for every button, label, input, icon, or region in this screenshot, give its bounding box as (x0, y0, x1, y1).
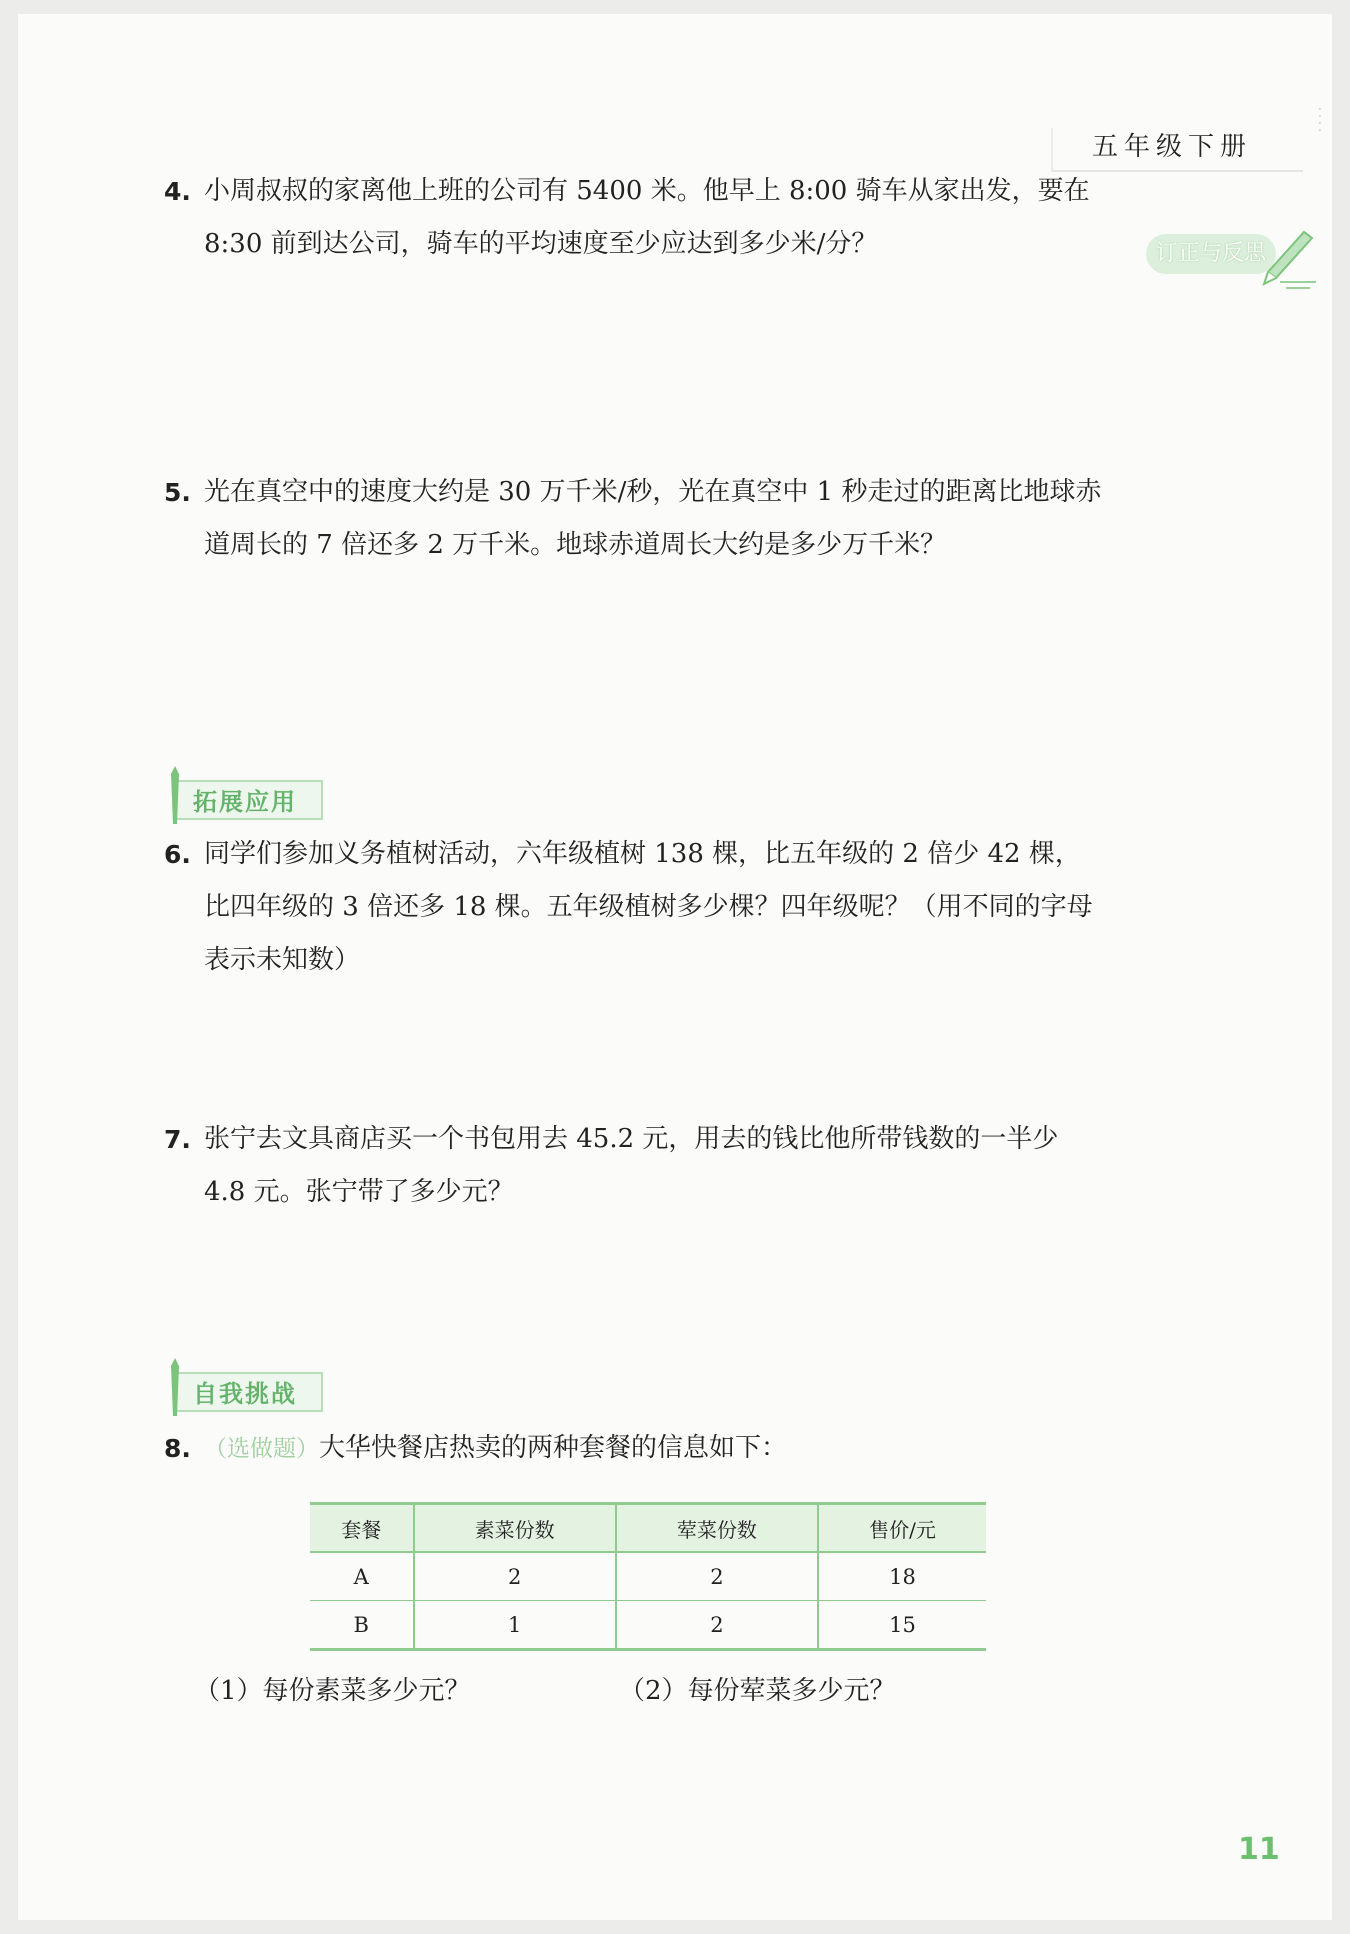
question-text: 同学们参加义务植树活动，六年级植树 138 棵，比五年级的 2 倍少 42 棵，比四年级的 3 倍还多 18 棵。五年级植树多少棵？四年级呢？（用不同的字母表示未知数） (204, 839, 1093, 975)
section-title: 拓展应用 (193, 788, 297, 816)
table-cell: 2 (616, 1601, 818, 1650)
question-number: 5. (164, 478, 191, 507)
question-text: 小周叔叔的家离他上班的公司有 5400 米。他早上 8:00 骑车从家出发，要在 8:30 前到达公司，骑车的平均速度至少应达到多少米/分？ (204, 176, 1090, 259)
optional-tag: （选做题） (204, 1436, 319, 1462)
workbook-page (18, 14, 1332, 1920)
table-cell: 2 (616, 1552, 818, 1601)
table-cell: B (310, 1601, 414, 1650)
page-number: 11 (1238, 1832, 1280, 1867)
table-header: 售价/元 (818, 1504, 986, 1553)
table-header: 素菜份数 (414, 1504, 616, 1553)
table-row (310, 1601, 986, 1650)
grade-title: 五年级下册 (1091, 132, 1252, 162)
table-cell: A (310, 1552, 414, 1601)
question-text: 光在真空中的速度大约是 30 万千米/秒，光在真空中 1 秒走过的距离比地球赤道周长的 7 倍还多 2 万千米。地球赤道周长大约是多少万千米？ (204, 477, 1102, 560)
question-5 (164, 466, 1104, 572)
table-cell: 18 (818, 1552, 986, 1601)
table-cell: 2 (414, 1552, 616, 1601)
pen-icon (165, 1356, 185, 1420)
correction-reflection-badge: 订正与反思 (1146, 234, 1276, 274)
table-cell: 15 (818, 1601, 986, 1650)
edge-marks: ⁚ ⁚ (1318, 106, 1325, 134)
question-number: 6. (164, 840, 191, 869)
question-text: 张宁去文具商店买一个书包用去 45.2 元，用去的钱比他所带钱数的一半少 4.8 元。张宁带了多少元？ (204, 1124, 1059, 1207)
question-4 (164, 165, 1104, 271)
pencil-icon (1260, 224, 1320, 294)
combo-table (310, 1502, 986, 1651)
table-header-row (310, 1504, 986, 1553)
subquestion-1: （1）每份素菜多少元？ (194, 1676, 471, 1706)
section-title: 自我挑战 (193, 1380, 297, 1408)
question-number: 4. (164, 177, 191, 206)
section-self-challenge (165, 1370, 330, 1410)
question-text-wrap (204, 1422, 1104, 1476)
question-8 (164, 1422, 1104, 1476)
question-number: 7. (164, 1125, 191, 1154)
table-cell: 1 (414, 1601, 616, 1650)
question-number: 8. (164, 1434, 191, 1463)
question-text: 大华快餐店热卖的两种套餐的信息如下： (319, 1433, 788, 1463)
question-6 (164, 828, 1104, 987)
pen-icon (165, 764, 185, 828)
question-7 (164, 1113, 1104, 1219)
table-row (310, 1552, 986, 1601)
subquestion-2: （2）每份荤菜多少元？ (619, 1676, 896, 1706)
section-expand-application (165, 778, 330, 818)
table-header: 荤菜份数 (616, 1504, 818, 1553)
table-header: 套餐 (310, 1504, 414, 1553)
